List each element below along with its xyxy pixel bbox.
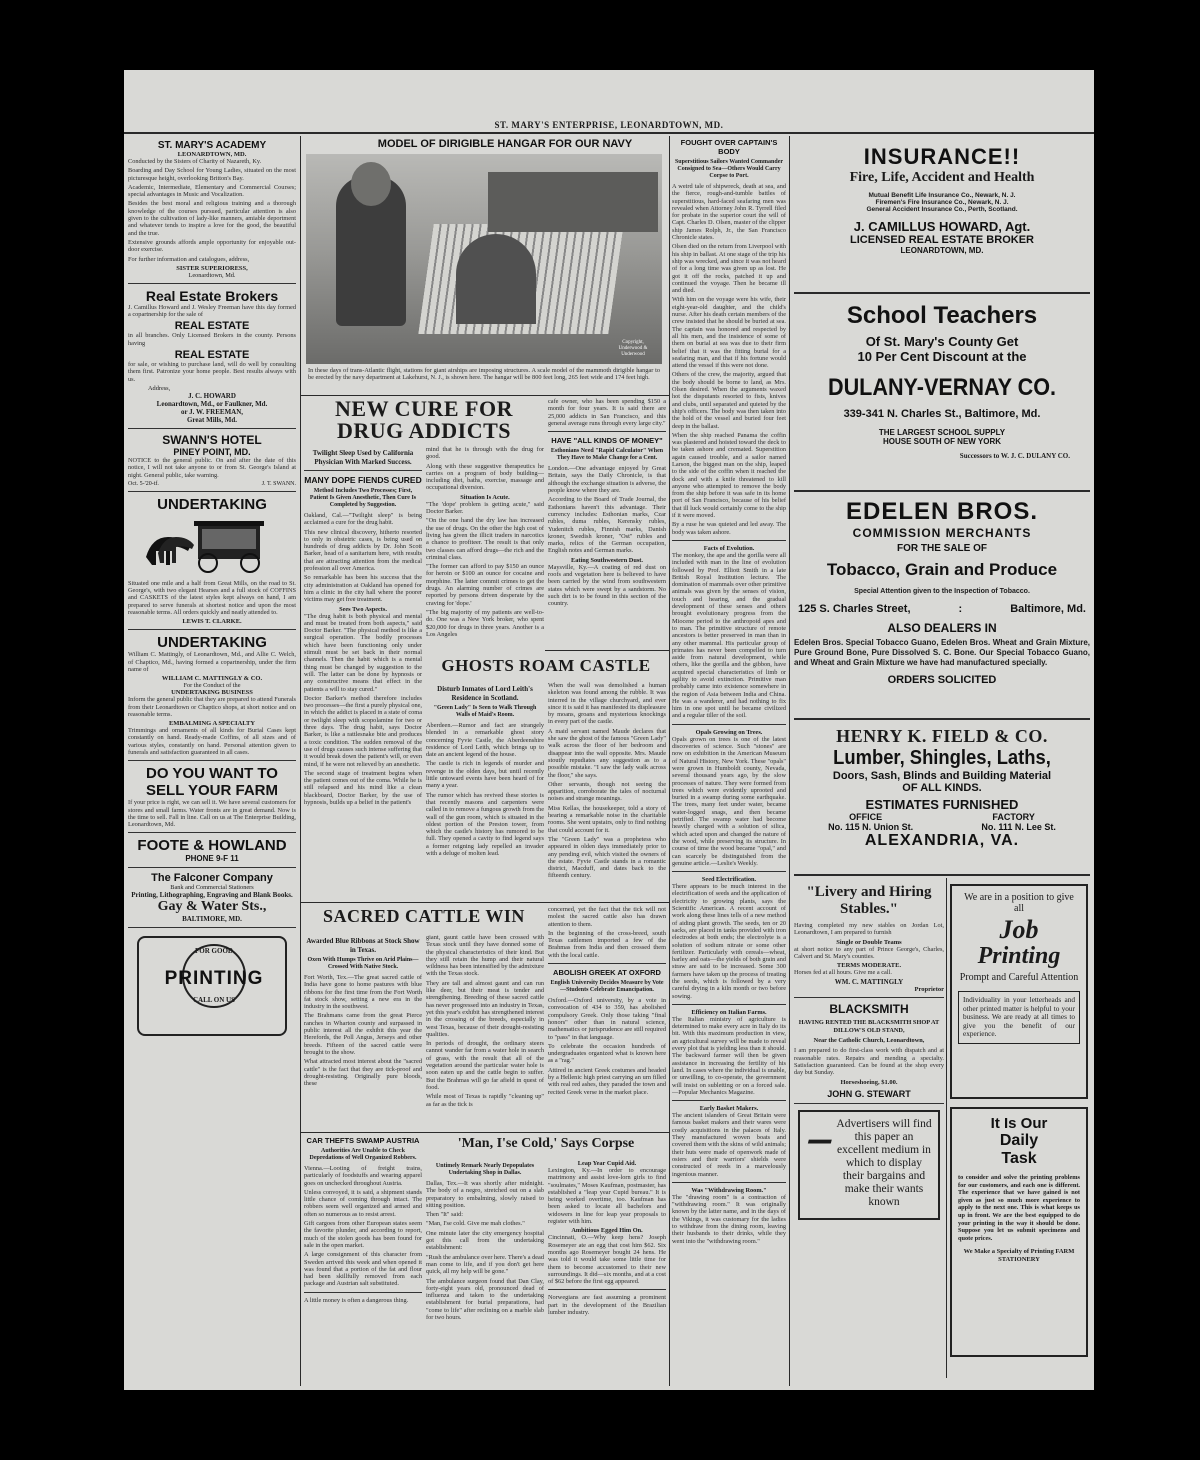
drug-paragraph: "The big majority of my patients are well-to-do. One was a New York broker, who spent $20,000 for drugs in three years. Another is a Los Angeles bbox=[426, 608, 544, 638]
falconer-address: Gay & Water Sts., bbox=[157, 899, 267, 915]
edelen-orders: ORDERS SOLICITED bbox=[887, 674, 997, 686]
real-estate-name: Leonardtown, Md., or Faulkner, Md. bbox=[156, 399, 268, 408]
edelen-sub: FOR THE SALE OF bbox=[897, 543, 987, 554]
greek-subhead: English University Decides Measure by Vote—Students Celebrate Emancipation. bbox=[550, 980, 664, 994]
greek-paragraph: To celebrate the occasion hundreds of undergraduates organized what is known here as a "rag." bbox=[548, 1042, 666, 1065]
embalming-specialty: EMBALMING A SPECIALTY bbox=[168, 720, 256, 728]
hangar-story bbox=[304, 138, 666, 394]
printing-top: FOR GOOD bbox=[195, 947, 233, 956]
undertaking-firm: WILLIAM C. MATTINGLY & CO. bbox=[161, 675, 263, 683]
undertaking-title: UNDERTAKING bbox=[157, 634, 267, 652]
task-title: Task bbox=[1001, 1150, 1037, 1167]
drug-paragraph: "The drug habit is both physical and mental and must be treated from both aspects," said Doctor Barker. "The physical method is like a surgical operation. The bodily processes which have been functioning only under stimuli must be set back in their normal channels. Then the habit which is a mental thing must be changed by suggestion to the will. The latter can be done by hypnosis or any constructive means that effect in the patients a will to stay cured." bbox=[304, 612, 422, 693]
printing-word: Printing bbox=[977, 943, 1061, 969]
undertaking-text: Trimmings and ornaments of all kinds for Burial Cases kept constantly on hand. Ready-made Coffins, of all sizes and of various styles, constantly on hand. Personal attention given to funerals and satisfaction guaranteed in all cases. bbox=[128, 727, 296, 756]
cattle-subhead: Awarded Blue Ribbons at Stock Show in Texas. bbox=[306, 937, 420, 954]
cattle-paragraph: Fort Worth, Tex.—The great sacred cattle of India have gone to home pastures with blue ribbons for the first time from the Fort Worth fat stock show, setting a new era in the industry in the southwest. bbox=[304, 974, 422, 1011]
car-subhead: Authorities Are Unable to Check Depredations of Well Organized Robbers. bbox=[309, 1148, 417, 1161]
insurance-broker: LICENSED REAL ESTATE BROKER bbox=[850, 234, 1034, 246]
insurance-agent: J. CAMILLUS HOWARD, Agt. bbox=[853, 219, 1031, 234]
real-estate-name: Great Mills, Md. bbox=[186, 415, 238, 424]
advertisers-initial-graphic: ⚊ bbox=[806, 1116, 833, 1150]
job-printing-intro: We are in a position to give all bbox=[964, 892, 1074, 914]
car-paragraph: A large consignment of this character from Sweden arrived this week and when opened it was found that a portion of the fat and flour had been skillfully removed from each package and Austrian salt substituted. bbox=[304, 1251, 422, 1288]
hearse-illustration bbox=[128, 513, 296, 575]
column-rule bbox=[669, 136, 670, 1386]
cattle-head bbox=[304, 906, 544, 932]
evolution-crosshead: Facts of Evolution. bbox=[703, 544, 755, 552]
field-ad bbox=[794, 722, 1090, 872]
cattle-paragraph: concerned, yet the fact that the tick will not molest the sacred cattle also has drawn attention to them. bbox=[548, 906, 666, 928]
cold-subhead: Untimely Remark Nearly Depopulates Undertaking Shop in Dallas. bbox=[435, 1163, 535, 1176]
hangar-headline: MODEL OF DIRIGIBLE HANGAR FOR OUR NAVY bbox=[377, 138, 633, 150]
dulany-address: 339-341 N. Charles St., Baltimore, Md. bbox=[843, 408, 1041, 420]
farm-title: SELL YOUR FARM bbox=[146, 782, 278, 800]
drug-paragraph: So remarkable has been his success that the city administration at Oakland has opened for him a clinic in the city hall where the poorer victims may get free treatment. bbox=[304, 574, 422, 604]
academy-place: LEONARDTOWN, MD. bbox=[177, 151, 247, 158]
edelen-sub: COMMISSION MERCHANTS bbox=[852, 526, 1032, 540]
evolution-paragraph: The monkey, the ape and the gorilla were all included with man in the line of evolution followed by Prof. Elliott Smith in a late British Royal Institution lecture. The domination of mammals over other primitive animals was given by the senses of vision, touch and hearing, and the gradual development of these senses and others brought evolutionary progress from the Miocene period to the anthropoid apes and to man. The primitive structure of remote ancestors is better preserved in man than in any other mammal. His particular group of primates has never been compelled to turn aside from natural development, while others, like the gorilla and the gibbon, have acquired special characteristics of limb or agility to avoid extinction. Primitive man probably came into existence somewhere in the region of Asia between India and China. He was a wanderer, and had nothing to fix him in one spot until he became civilized and a regular tiller of the soil. bbox=[672, 551, 786, 720]
dulany-successors: Successors to W. J. C. DULANY CO. bbox=[959, 452, 1070, 460]
ghosts-col1 bbox=[426, 682, 544, 900]
blacksmith-title: BLACKSMITH bbox=[829, 1002, 909, 1017]
school-teachers-sub: Of St. Mary's County Get bbox=[865, 334, 1019, 349]
money-headline: HAVE "ALL KINDS OF MONEY" bbox=[551, 436, 663, 446]
edelen-title: EDELEN BROS. bbox=[845, 498, 1039, 525]
cold-paragraph: One minute later the city emergency hospital got this call from the undertaking establishment: bbox=[426, 1229, 544, 1252]
edelen-products: Tobacco, Grain and Produce bbox=[826, 560, 1058, 579]
swann-signature: J. T. SWANN. bbox=[261, 480, 296, 487]
insurance-place: LEONARDTOWN, MD. bbox=[900, 246, 984, 255]
drug-subhead: Method Includes Two Processes; First, Patient Is Given Anesthetic, Then Cure Is Completed by Suggestion. bbox=[309, 488, 417, 508]
livery-text: Having completed my new stables on Jordan Lot, Leonardtown, I am prepared to furnish bbox=[794, 922, 944, 937]
livery-text: Horses fed at all hours. Give me a call. bbox=[794, 969, 892, 977]
task-text: to consider and solve the printing problems for our customers, and each one is different. The experience that we have gained is not given as just so much more experience to apply to the next one. This is what keeps us up in front. We are the best equipped to do your printing in the way it should be done. Suppose you let us submit specimens and quote prices. bbox=[958, 1174, 1080, 1242]
printing-bottom: CALL ON US bbox=[192, 996, 235, 1005]
drug-paragraph: The second stage of treatment begins when the patient comes out of the coma. While he is still relapsed and his mind like a clean blackboard, Doctor Barker, by the use of hypnosis, builds up a belief in the patient's bbox=[304, 769, 422, 806]
captain-subhead: Superstitious Sailors Wanted Commander Consigned to Sea—Others Would Carry Corpse to Port. bbox=[674, 159, 784, 179]
real-estate-head: REAL ESTATE bbox=[174, 349, 250, 362]
egg-crosshead: Ambitious Egged Him On. bbox=[571, 1227, 643, 1235]
field-factory: FACTORY bbox=[992, 812, 1035, 822]
real-estate-text: J. Camillus Howard and J. Wesley Freeman have this day formed a copartnership for the sale of bbox=[128, 303, 296, 319]
cold-paragraph: Dallas, Tex.—It was shortly after midnight. The body of a negro, stretched out on a slab preparatory to embalming, slowly raised to sitting position. bbox=[426, 1180, 544, 1209]
falconer-sub: Printing, Lithographing, Engraving and Blank Books. bbox=[131, 891, 293, 900]
livery-signature: WM. C. MATTINGLY bbox=[834, 978, 904, 987]
task-title: It Is Our bbox=[990, 1115, 1048, 1132]
drug-paragraph: "The 'dope' problem is getting acute," said Doctor Barker. bbox=[426, 500, 544, 516]
field-sub: OF ALL KINDS. bbox=[902, 782, 982, 794]
insurance-sub: Fire, Life, Accident and Health bbox=[849, 170, 1035, 185]
real-estate-title: Real Estate Brokers bbox=[145, 287, 279, 304]
job-printing-box: Individuality in your letterheads and other printed matter is helpful to your business. We are ready at all times to give you the benefit of our experience. bbox=[958, 991, 1080, 1044]
falconer-sub: Bank and Commercial Stationers bbox=[170, 884, 254, 892]
advertisers-ad bbox=[798, 1110, 940, 1220]
seed-paragraph: There appears to be much interest in the electrification of seeds and the application of electricity to growing plants, says the Scientific American. A recent account of work along these lines tells of a new method of aiding plant growth. The seeds, ten or 20 sacks, are placed in tanks provided with iron electrodes at both ends; the electrolyte is a solution of sodium nitrate or some other fertilizer. Particularly with cereals—wheat, barley and oats—the yields of both grain and straw are said to be increased. Some 300 farmers have taken up the process of treating the seeds, which is followed by a very careful drying in a kiln month or two before sowing. bbox=[672, 883, 786, 1000]
edelen-address: 125 S. Charles Street, bbox=[798, 603, 911, 615]
academy-title: ST. MARY'S ACADEMY bbox=[157, 140, 267, 151]
academy-text: Boarding and Day School for Young Ladies, situated on the most picturesque height, overlooking Britton's Bay. bbox=[128, 167, 296, 182]
cold-paragraph: "Rush the ambulance over here. There's a dead man come to life, and if you don't get here quick, all my help will be gone." bbox=[426, 1253, 544, 1276]
drug-paragraph: "On the one hand the dry law has increased the use of drugs. On the other the high cost of living has given the illicit traders in narcotics a chance to profiteer. The result is that only two classes can afford drugs—the rich and the criminal class. bbox=[426, 517, 544, 561]
money-paragraph: London.—One advantage enjoyed by Great Britain, says the Daily Chronicle, is that although the exchange situation is adverse, the people know where they are. bbox=[548, 465, 666, 495]
foote-howland-phone: PHONE 9-F 11 bbox=[185, 854, 239, 864]
falconer-address: BALTIMORE, MD. bbox=[182, 915, 242, 924]
blacksmith-text: HAVING RENTED THE BLACKSMITH SHOP AT DILLOW'S OLD STAND, bbox=[798, 1019, 940, 1034]
drug-subhead: MANY DOPE FIENDS CURED bbox=[304, 475, 422, 485]
academy-text: Extensive grounds affords ample opportunity for enjoyable out-door exercise. bbox=[128, 238, 296, 254]
ghosts-paragraph: The "Green Lady" was a prophetess who appeared in olden days immediately prior to any pending evil, which visited the owners of the estate. Fyvie Castle stands in a romantic district, Macduff, and dates back to the fifteenth century. bbox=[548, 835, 666, 880]
cupid-paragraph: Lexington, Ky.—In order to encourage matrimony and assist love-lorn girls to find "soulmates," Moses Kaufman, postmaster, has established a "leap year Cupid bureau." It is being worked overtime, too. Kaufman has been asked to locate all bachelors and widowers in line for leap year proposals to register with him. bbox=[548, 1167, 666, 1226]
drug-paragraph: mind that he is through with the drug for good. bbox=[426, 446, 544, 461]
field-office: OFFICE bbox=[849, 812, 883, 822]
cattle-col1 bbox=[304, 934, 422, 1130]
efficiency-paragraph: The Italian ministry of agriculture is determined to make every acre in Italy do its bit. With this maximum production in view, an agricultural survey will be made to reveal every plot that is yielding less than it should. The backward farmer will then be given assistance in increasing the fertility of his land. In cases where the individual is unable, or unwilling, to co-operate, the government will insist on subletting or on a forced sale.—Popular Mechanics Magazine. bbox=[672, 1015, 786, 1096]
hangar-caption: In these days of trans-Atlantic flight, stations for giant airships are imposing structures. A scale model of the mammoth dirigible hangar to be erected by the navy department at Lakehurst, N. J., is shown here. The hangar will be 800 feet long, 265 feet wide and 174 feet high. bbox=[308, 367, 660, 382]
column-rule bbox=[789, 136, 790, 1386]
money-paragraph: According to the Board of Trade Journal, the Esthonians haven't this advantage. Their currency includes: Esthonian marks, Czar rubles, duma rubles, Kerensky rubles, Yudenitch rubles, Finnish marks, Danish kroner, Swedish kroner, "Ost" rubles and marks, relics of the German occupation, English notes and German marks. bbox=[548, 496, 666, 555]
insurance-company: Firemen's Fire Insurance Co., Newark, N. J. bbox=[875, 199, 1009, 206]
job-printing-sub: Prompt and Careful Attention bbox=[959, 972, 1079, 983]
ghosts-head bbox=[426, 656, 666, 680]
swann-hotel-title: SWANN'S HOTEL bbox=[162, 432, 262, 447]
dulany-largest: THE LARGEST SCHOOL SUPPLY bbox=[878, 428, 1006, 437]
foote-howland-title: FOOTE & HOWLAND bbox=[137, 837, 287, 855]
academy-signature: Leonardtown, Md. bbox=[188, 271, 236, 279]
column-rule bbox=[300, 136, 301, 1386]
swann-date: Oct. 5-'20-tf. bbox=[128, 480, 159, 487]
livery-teams: Single or Double Teams bbox=[836, 938, 902, 946]
insurance-title: INSURANCE!! bbox=[863, 144, 1021, 169]
cattle-col2 bbox=[426, 934, 544, 1130]
field-estimates: ESTIMATES FURNISHED bbox=[865, 797, 1019, 812]
drug-paragraph: cafe owner, who has been spending $150 a month for four years. It is said there are 25,000 addicts in San Francisco, and this general average runs through every large city." bbox=[548, 398, 666, 427]
cattle-paragraph: The Brahmans came from the great Pierce ranches in Wharton county and surpassed in public interest all the exhibit this year the Herefords, the Poll Angus, Jerseys and other breeds. Fifteen of the sacred cattle were brought to the show. bbox=[304, 1012, 422, 1056]
greek-paragraph: Attired in ancient Greek costumes and headed by a Hellenic high priest carrying an urn filled with real red ashes, they paraded the town and recited Greek verse in the market place. bbox=[548, 1066, 666, 1096]
undertaking-business: UNDERTAKING BUSINESS bbox=[171, 689, 253, 697]
drug-subhead: Twilight Sleep Used by California Physician With Marked Success. bbox=[312, 449, 414, 466]
edelen-also: ALSO DEALERS IN bbox=[887, 621, 997, 635]
task-title: Daily bbox=[999, 1132, 1039, 1149]
academy-text: For further information and catalogues, address, bbox=[128, 255, 250, 263]
ghosts-paragraph: The rumor which has revived these stories is that recently masons and carpenters were called in to remove a fungous growth from the wall of the gun room, which is situated in the oldest portion of the Preston tower, from which the castle's history has rumored to be full. They opened a cavity to find legend says a former reigning lady repelled an invader with a deluge of molten lead. bbox=[426, 791, 544, 858]
dulany-title: DULANY-VERNAY CO. bbox=[827, 374, 1057, 401]
egg-paragraph: Cincinnati, O.—Why keep hens? Joseph Rosemeyer ate an egg that cost him $62. Six months ago Rosemeyer bought 24 hens. He was told it would take some little time for them to become accustomed to their new surroundings. It did—six months, and at a cost of $62 before the first egg appeared. bbox=[548, 1234, 666, 1286]
greek-headline: ABOLISH GREEK AT OXFORD bbox=[553, 968, 661, 978]
photo-credit: Copyright, Underwood & Underwood bbox=[618, 340, 648, 357]
basket-paragraph: The ancient islanders of Great Britain were famous basket makers and their wares were costly acquisitions in the palaces of Italy. They manufactured woven boats and covered them with the skins of wild animals; their huts were made of openwork made of osiers and their warriors' shields were constructed of reeds in a marvelously ingenious manner. bbox=[672, 1112, 786, 1178]
captain-paragraph: When the ship reached Panama the coffin was plastered and hoisted toward the deck to be taken ashore and cremated. Superstition again caused trouble, and a sailor named Larson, the biggest man on the ship, leaped to the side of the coffin when it reached the dock and with a knife threatened to kill anyone who attempted to remove the body from the ship before it was safe in its home port of San Francisco, because of his belief that ill luck would certainly come to the ship if it were moved. bbox=[672, 431, 786, 520]
car-headline: CAR THEFTS SWAMP AUSTRIA bbox=[306, 1136, 420, 1145]
cattle-paragraph: What attracted most interest about the "sacred cattle" is the fact that they are tick-proof and drought-resisting. Originally pure bloods, these bbox=[304, 1058, 422, 1088]
cold-col1 bbox=[426, 1160, 544, 1386]
drug-crosshead: Sees Two Aspects. bbox=[339, 605, 387, 613]
cupid-paragraph: Norwegians are fast assuming a prominent part in the development of the Brazilian lumber industry. bbox=[548, 1294, 666, 1317]
academy-signature: SISTER SUPERIORESS, bbox=[176, 264, 248, 272]
seed-crosshead: Seed Electrification. bbox=[701, 876, 757, 884]
printing-word: PRINTING bbox=[164, 968, 264, 990]
ghosts-paragraph: Other servants, though not seeing the apparition, corroborate the tales of nocturnal noises and strange moanings. bbox=[548, 780, 666, 803]
captain-paragraph: By a ruse he was quieted and led away. The body was taken ashore. bbox=[672, 521, 786, 536]
insurance-company: General Accident Insurance Co., Perth, Scotland. bbox=[866, 206, 1018, 213]
money-column bbox=[548, 398, 666, 698]
ghosts-paragraph: A maid servant named Maude declares that she saw the ghost of the famous "Green Lady" walk across the floor of her bedroom and disappear into the wall opposite. Mrs. Maude stoutly repudiates any suggestion as to a possible mistake. "I saw the lady walk across the floor," she says. bbox=[548, 727, 666, 779]
drug-col1 bbox=[304, 446, 422, 966]
newspaper-page bbox=[124, 70, 1094, 1390]
edelen-special: Special Attention given to the Inspection of Tobacco. bbox=[854, 588, 1030, 595]
real-estate-name: J. C. HOWARD bbox=[188, 391, 236, 400]
drug-paragraph: Along with these suggestive therapeutics he carries on a program of body building—including diet, baths, exercise, massage and occupational diversion. bbox=[426, 462, 544, 492]
cold-paragraph: "Man, I'se cold. Give me mah clothes." bbox=[426, 1220, 525, 1228]
cattle-paragraph: giant, gaunt cattle have been crossed with Texas stock until they have donned some of the physical characteristics of their kind. But they still retain the hump and their natural wildness has been intensified by the admixture with the Texas stock. bbox=[426, 934, 544, 978]
blacksmith-signature: JOHN G. STEWART bbox=[827, 1088, 911, 1099]
cold-paragraph: Then "It" said: bbox=[426, 1211, 463, 1219]
edelen-address: Baltimore, Md. bbox=[1010, 603, 1086, 615]
livery-title: "Livery and Hiring Stables." bbox=[806, 884, 932, 917]
undertaking-text: Inform the general public that they are prepared to attend Funerals from their Leonardtown or Chaptico shops, at short notice and on reasonable terms. bbox=[128, 696, 296, 718]
cold-paragraph: The ambulance surgeon found that Dan Clay, forty-eight years old, pronounced dead of influenza and taken to the undertaking establishment for burial preparations, had "come to life" after reclining on a marble slab for two hours. bbox=[426, 1277, 544, 1322]
dulany-largest: HOUSE SOUTH OF NEW YORK bbox=[882, 437, 1002, 446]
swann-hotel-place: PINEY POINT, MD. bbox=[173, 446, 251, 457]
field-factory-address: No. 111 N. Lee St. bbox=[981, 822, 1056, 832]
blacksmith-near: Near the Catholic Church, Leonardtown, bbox=[813, 1037, 925, 1045]
ghosts-paragraph: The castle is rich in legends of murder and revenge in the olden days, but until recently little untoward events have been heard of for many a year. bbox=[426, 760, 544, 790]
cattle-paragraph: In periods of drought, the ordinary steers cannot wander far from a water hole in search of grass, with the result that all of the vegetation around the particular water hole is soon eaten up and the cattle begin to suffer. But the Brahmas will go far afield in quest of food. bbox=[426, 1040, 544, 1091]
real-estate-text: in all branches. Only Licensed Brokers in the county. Persons having bbox=[128, 332, 296, 347]
captain-column bbox=[672, 138, 786, 1386]
captain-paragraph: A weird tale of shipwreck, death at sea, and the fierce, rough-and-tumble battles of superstitious, hard-faced seafaring men was revealed when Attorney John R. Tyrrell filed for probate in the superior court the will of Capt. Charles D. Olsen, master of the clipper ship James Rolph, Jr., the San Francisco Chronicle states. bbox=[672, 183, 786, 242]
dust-crosshead: Eating Southwestern Dust. bbox=[571, 556, 643, 564]
captain-paragraph: Olsen died on the return from Liverpool with his ship in ballast. At one stage of the trip his ship was wrecked, and since it was not heard of for a long time was given up as lost. He got it off the rocks, patched it up and continued the voyage. Then he became ill and died. bbox=[672, 243, 786, 295]
livery-proprietor: Proprietor bbox=[914, 986, 944, 994]
drug-paragraph: Doctor Barker's method therefore includes two processes—the first a purely physical one, in which the addict is placed in a state of coma or twilight sleep with scopolamine for two or three days. The drug habit, says Doctor Barker, is like a rattlesnake bite and produces a toxic condition. The sudden removal of the use of drugs causes such intense suffering that it would break down the patient's will, or even mind, if he were not relieved by an anesthetic. bbox=[304, 694, 422, 768]
real-estate-text: for sale, or wishing to purchase land, will do well by consulting them first. Patronize your home people. Best results always with us. bbox=[128, 361, 296, 383]
left-column bbox=[128, 140, 296, 1385]
captain-paragraph: Others of the crew, the majority, argued that the body should be borne to land, as Mrs. Olsen desired. When the arguments waxed hot the disputants resorted to fists, knives and clubs, until separated and quieted by the ship's officers. The body was then taken into the hold of the vessel and buried four feet deep in the ballast. bbox=[672, 371, 786, 430]
blacksmith-text: I am prepared to do first-class work with dispatch and at reasonable rates. Repairs and mending a specialty. Satisfaction guaranteed. Can be found at the shop every day but Sunday. bbox=[794, 1047, 944, 1077]
greek-paragraph: Oxford.—Oxford university, by a vote in convocation of 434 to 359, has abolished compulsory Greek. Only those taking "final honors" other than in natural science, mathematics or jurisprudence are still required to "pass" in that language. bbox=[548, 997, 666, 1041]
school-teachers-sub: 10 Per Cent Discount at the bbox=[857, 349, 1027, 364]
cold-headline: 'Man, I'se Cold,' Says Corpse bbox=[457, 1136, 635, 1151]
undertaking-title: UNDERTAKING bbox=[157, 495, 267, 513]
job-printing-ad bbox=[950, 884, 1088, 1357]
cattle-subhead: Oxen With Humps Thrive on Arid Plains—Crossed With Native Stock. bbox=[307, 957, 419, 970]
field-office-address: No. 115 N. Union St. bbox=[828, 822, 914, 832]
real-estate-name: or J. W. FREEMAN, bbox=[180, 407, 244, 416]
swann-hotel-text: NOTICE to the general public. On and after the date of this notice, I will not take anyone to or from St. George's Island at night. General public, take warning. bbox=[128, 456, 296, 479]
basket-crosshead: Early Basket Makers. bbox=[699, 1105, 759, 1113]
undertaking-text: Situated one mile and a half from Great Mills, on the road to St. George's, with two elegant Hearses and a full stock of COFFINS and CASKETS of the latest styles kept always on hand, I am prepared to serve funerals at shortest notice and upon the most reasonable terms. All orders quickly and neatly attended to. bbox=[128, 579, 296, 617]
captain-paragraph: With him on the voyage were his wife, their eight-year-old daughter, and the child's nurse. After his death certain members of the crew insisted that he should be buried at sea. The captain was honored and respected by all his men, and the insistence of some of them on burial at sea was due to their firm belief that it was the fitting burial for a seafaring man, and that if his fortune would attend the vessel if this were not done. bbox=[672, 296, 786, 370]
page-header: ST. MARY'S ENTERPRISE, LEONARDTOWN, MD. bbox=[494, 120, 724, 130]
ghosts-paragraph: Aberdeen.—Rumor and fact are strangely blended in a remarkable ghost story concerning Fyvie Castle, the Aberdeenshire residence of Lord Leith, which brings up to date an ancient legend of the house. bbox=[426, 722, 544, 759]
captain-headline: FOUGHT OVER CAPTAIN'S BODY bbox=[680, 138, 778, 156]
dulany-ad bbox=[794, 296, 1090, 488]
opal-crosshead: Opals Growing on Trees. bbox=[695, 728, 763, 736]
drug-paragraph: Oakland, Cal.—"Twilight sleep" is being acclaimed a cure for the drug habit. bbox=[304, 512, 422, 527]
advertisers-text: Advertisers will find this paper an excellent medium in which to display their bargains and make their wants known bbox=[836, 1117, 932, 1208]
task-signature: We Make a Specialty of Printing FARM STATIONERY bbox=[963, 1248, 1075, 1263]
efficiency-crosshead: Efficiency on Italian Farms. bbox=[691, 1008, 767, 1016]
blacksmith-shoeing: Horseshoeing, $1.00. bbox=[840, 1078, 898, 1086]
academy-text: Conducted by the Sisters of Charity of Nazareth, Ky. bbox=[128, 158, 262, 165]
greek-column bbox=[548, 906, 666, 1130]
ghosts-headline: GHOSTS ROAM CASTLE bbox=[441, 656, 651, 675]
livery-text: at short notice to any part of Prince George's, Charles, Calvert and St. Mary's counties. bbox=[794, 945, 944, 960]
drug-headline: NEW CURE FOR DRUG ADDICTS bbox=[335, 398, 513, 443]
real-estate-address: Address, bbox=[148, 384, 171, 392]
cold-head bbox=[426, 1136, 666, 1158]
ghosts-col2 bbox=[548, 682, 666, 900]
cupid-column bbox=[548, 1160, 666, 1386]
undertaking-for: For the Conduct of the bbox=[183, 682, 241, 690]
car-paragraph: Unless convoyed, it is said, a shipment stands little chance of coming through intact. The robbers seem well organized and armed and often so numerous as to resist arrest. bbox=[304, 1188, 422, 1218]
printing-ad bbox=[137, 936, 287, 1036]
car-story bbox=[304, 1136, 422, 1386]
car-paragraph: Vienna.—Looting of freight trains, particularly of foodstuffs and wearing apparel goes on unchecked throughout Austria. bbox=[304, 1165, 422, 1187]
insurance-company: Mutual Benefit Life Insurance Co., Newark, N. J. bbox=[868, 192, 1016, 199]
room-crosshead: Was "Withdrawing Room." bbox=[691, 1186, 767, 1194]
field-title: HENRY K. FIELD & CO. bbox=[836, 726, 1048, 746]
school-teachers-title: School Teachers bbox=[846, 302, 1038, 329]
livery-terms: TERMS MODERATE. bbox=[836, 962, 902, 970]
bottom-ads bbox=[794, 878, 1090, 1378]
cattle-paragraph: While most of Texas is rapidly "cleaning up" as far as the tick is bbox=[426, 1093, 544, 1108]
car-paragraph: Gift cargoes from other European states seem the favorite plunder, and according to report, much of the stolen goods has been found for sale in the open market. bbox=[304, 1220, 422, 1249]
drug-paragraph: This new clinical discovery, hitherto resorted to only in obstetric cases, is being used on hundreds of drug addicts by Dr. John Scott Barker, head of a sanitarium here, with results that are attracting attention from the medical profession all over America. bbox=[304, 528, 422, 573]
car-paragraph: A little money is often a dangerous thing. bbox=[304, 1296, 409, 1304]
ads-column bbox=[794, 140, 1090, 1386]
field-city: ALEXANDRIA, VA. bbox=[864, 832, 1020, 849]
header-rule bbox=[124, 132, 1094, 134]
money-subhead: Esthonians Need "Rapid Calculator" When They Have to Make Change for a Cent. bbox=[550, 448, 664, 462]
ghosts-subhead: "Green Lady" Is Seen to Walk Through Walls of Maid's Room. bbox=[433, 705, 537, 718]
hangar-photo bbox=[306, 154, 662, 364]
undertaking-signature: LEWIS T. CLARKE. bbox=[182, 618, 242, 626]
ghosts-paragraph: Miss Kellas, the housekeeper, told a story of hearing a remarkable noise in the charitable rooms. She went upstairs, only to find nothing that could account for it. bbox=[548, 804, 666, 834]
dust-paragraph: Maysville, Ky.—A coating of red dust on roofs and vegetation here is believed to have been carried by the wind from southwestern states which were swept by a sandstorm. No such dirt is to be found in this section of the country. bbox=[548, 563, 666, 608]
cattle-headline: SACRED CATTLE WIN bbox=[323, 906, 525, 926]
ghosts-paragraph: When the wall was demolished a human skeleton was found among the rubble. It was interred in the village churchyard, and ever since it is said it has manifested its displeasure by moans, groans and mysterious knockings in every part of the castle. bbox=[548, 682, 666, 726]
cattle-paragraph: In the beginning of the cross-breed, south Texas cattlemen imported a few of the Brahmas from India and then crossed them with the local cattle. bbox=[548, 929, 666, 959]
farm-text: If your price is right, we can sell it. We have several customers for stores and small farms. Water fronts are in great demand. Now is the time to sell. Fall in line. Call on us at The Enterprise Building, Leonardtown, Md. bbox=[128, 799, 296, 829]
falconer-title: The Falconer Company bbox=[151, 872, 273, 885]
edelen-ad bbox=[794, 494, 1090, 716]
opal-paragraph: Opals grown on trees is one of the latest discoveries of science. Such "stones" are now on exhibition in the American Museum of Natural History, New York. These "opals" were grown in Humboldt county, Nevada, several thousand years ago, by the slow processes of nature. They were formed from trees which were evidently uprooted and buried in a swamp during some earthquake. The trees, many feet under water, became water-logged snags, and then became petrified. The swamp water had become heavily charged with a solution of silica, which acted upon and changed the nature of the wood, while preserving its structure. In course of time the wood became "opal," and can scarcely be distinguished from the genuine article.—Leslie's Weekly. bbox=[672, 735, 786, 867]
drug-paragraph: "The former can afford to pay $150 an ounce for heroin or $100 an ounce for cocaine and morphine. The latter commit crimes to get the drugs. An alarming number of crimes are reported by persons driven desperate by the craving for 'dope.' bbox=[426, 563, 544, 607]
undertaking-text: William C. Mattingly, of Leonardtown, Md., and Allie C. Welch, of Chaptico, Md., having formed a copartnership, under the firm name of bbox=[128, 651, 296, 673]
field-sub: Doors, Sash, Blinds and Building Material bbox=[832, 770, 1052, 782]
edelen-address-separator: : bbox=[958, 603, 963, 615]
drug-crosshead: Situation Is Acute. bbox=[460, 493, 510, 501]
insurance-ad bbox=[794, 140, 1090, 290]
job-word: Job bbox=[999, 915, 1039, 944]
real-estate-head: REAL ESTATE bbox=[174, 320, 250, 333]
room-paragraph: The "drawing room" is a contraction of "withdrawing room." It was originally known by the latter name, and in the days of the Vikings, it was customary for the ladies to withdraw from the dining room, leaving their husbands to their drinks, while they went into the "withdrawing room." bbox=[672, 1193, 786, 1245]
academy-text: Besides the best moral and religious training and a thorough knowledge of the courses pursued, particular attention is also given to the cultivation of lady-like manners, amiable deportment and whatever tends to inspire a love for the good, the beautiful and the true. bbox=[128, 200, 296, 237]
ghosts-subhead: Disturb Inmates of Lord Leith's Residence in Scotland. bbox=[437, 685, 533, 702]
edelen-text: Edelen Bros. Special Tobacco Guano, Edelen Bros. Wheat and Grain Mixture, Pure Ground Bone, Pure Dissolved S. C. Bone. Our Special Tobacco Guano, and Wheat and Grain Mixture we have had manufactured specially. bbox=[794, 638, 1090, 667]
cattle-paragraph: They are tall and almost gaunt and can run like deer, but their meat is tender and strengthening. Breeding of these sacred cattle has never progressed into an industry in Texas, yet this year's exhibit has strengthened interest in the crossing of the breeds, especially in west Texas, because of their drought-resisting qualities. bbox=[426, 979, 544, 1038]
cupid-crosshead: Leap Year Cupid Aid. bbox=[577, 1160, 637, 1167]
academy-text: Academic, Intermediate, Elementary and Commercial Courses; special advantages in Music and Vocalization. bbox=[128, 183, 296, 199]
field-sub: Lumber, Shingles, Laths, bbox=[833, 747, 1051, 769]
farm-title: DO YOU WANT TO bbox=[146, 765, 278, 783]
livery-ad bbox=[794, 884, 944, 1220]
